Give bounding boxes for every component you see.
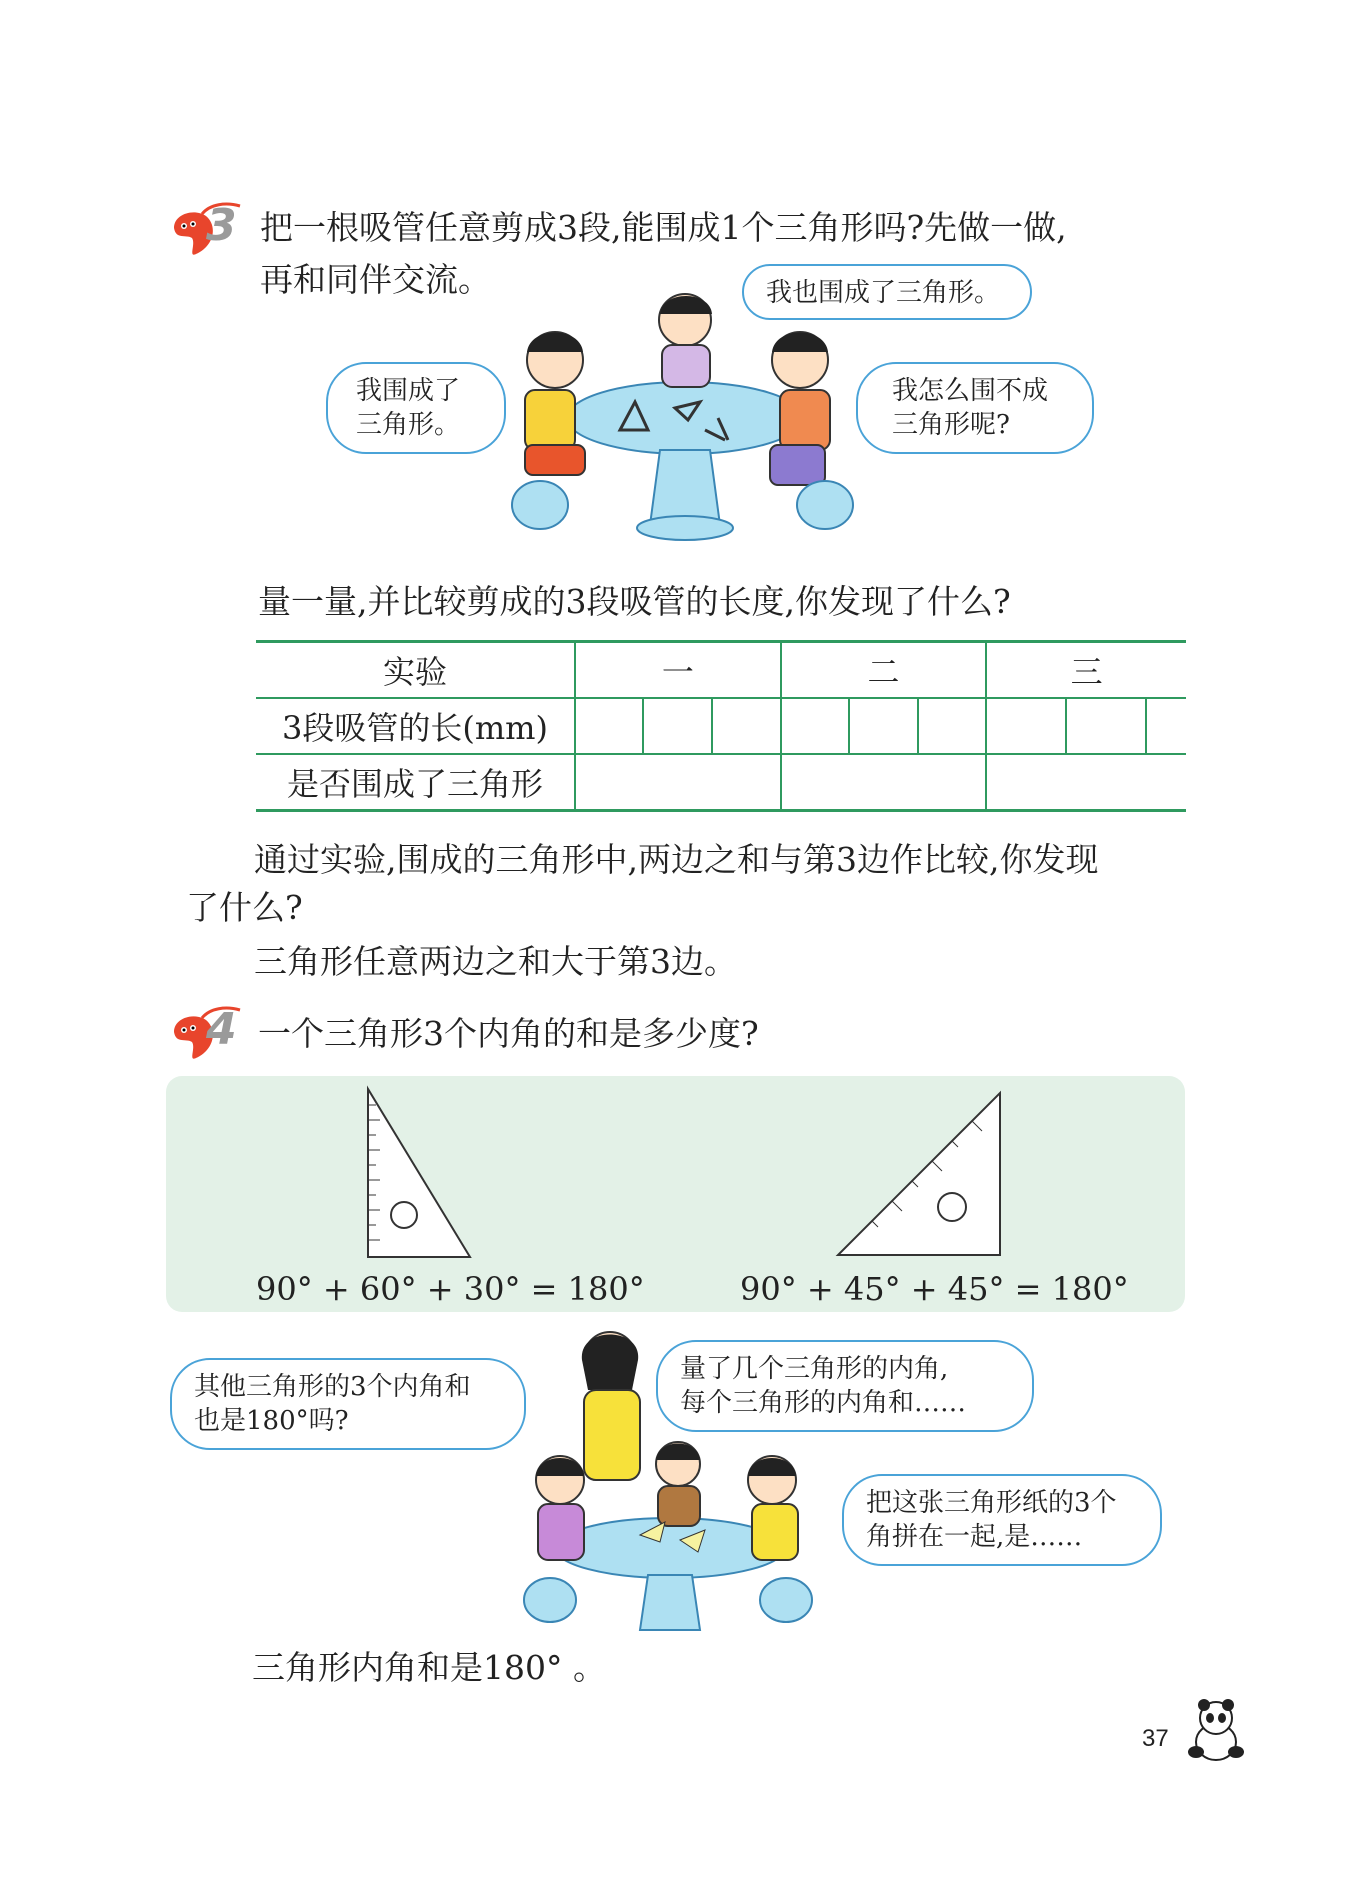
set-square-30-60-icon — [360, 1085, 480, 1265]
table-cell[interactable] — [986, 754, 1186, 811]
table-row-label: 3段吸管的长(mm) — [256, 698, 575, 754]
speech-bubble-right — [842, 1474, 1162, 1566]
angle-sum-conclusion: 三角形内角和是180° 。 — [252, 1648, 606, 1687]
page-number: 37 — [1142, 1725, 1169, 1752]
bubble-text-line1: 我怎么围不成 — [892, 376, 1049, 406]
table-row — [256, 698, 1186, 754]
bubble-text-line2: 三角形。 — [356, 410, 461, 440]
problem-3-badge — [166, 200, 250, 262]
table-cell[interactable] — [712, 698, 781, 754]
table-header-cell: 二 — [781, 642, 987, 699]
angle-sum-formula-left: 90° + 60° + 30° = 180° — [256, 1270, 645, 1308]
speech-bubble-middle — [742, 264, 1032, 320]
table-row-label: 是否围成了三角形 — [256, 754, 575, 811]
problem-3-question-line1: 把一根吸管任意剪成3段,能围成1个三角形吗?先做一做, — [260, 208, 1067, 247]
kids-table-illustration — [500, 290, 860, 550]
table-cell[interactable] — [918, 698, 987, 754]
bubble-text-line1: 量了几个三角形的内角, — [680, 1354, 949, 1384]
triangle-inequality-conclusion: 三角形任意两边之和大于第3边。 — [254, 942, 737, 981]
problem-number: 3 — [206, 200, 237, 251]
bubble-text-line2: 每个三角形的内角和…… — [680, 1388, 967, 1418]
bubble-text-line2: 角拼在一起,是…… — [866, 1522, 1083, 1552]
set-square-45-45-icon — [832, 1085, 1012, 1265]
panda-icon — [1180, 1696, 1250, 1766]
table-header-cell: 三 — [986, 642, 1186, 699]
problem-3-question-line2: 再和同伴交流。 — [260, 260, 491, 299]
table-cell[interactable] — [849, 698, 917, 754]
bubble-text: 我也围成了三角形。 — [766, 278, 1001, 308]
bubble-text-line2: 也是180°吗? — [194, 1406, 349, 1436]
angle-sum-formula-right: 90° + 45° + 45° = 180° — [740, 1270, 1129, 1308]
speech-bubble-left — [170, 1358, 526, 1450]
measure-prompt: 量一量,并比较剪成的3段吸管的长度,你发现了什么? — [258, 582, 1011, 621]
table-header-cell: 一 — [575, 642, 781, 699]
bubble-text-line1: 把这张三角形纸的3个 — [866, 1488, 1117, 1518]
table-cell[interactable] — [575, 698, 643, 754]
table-cell[interactable] — [1066, 698, 1146, 754]
speech-bubble-top — [656, 1340, 1034, 1432]
problem-4-badge — [166, 1004, 250, 1066]
bubble-text-line2: 三角形呢? — [892, 410, 1010, 440]
table-header-row — [256, 642, 1186, 699]
table-cell[interactable] — [643, 698, 711, 754]
problem-number: 4 — [206, 1004, 237, 1055]
speech-bubble-left — [326, 362, 506, 454]
discussion-line1: 通过实验,围成的三角形中,两边之和与第3边作比较,你发现 — [254, 840, 1099, 879]
table-cell[interactable] — [575, 754, 781, 811]
table-cell[interactable] — [781, 754, 987, 811]
table-row — [256, 754, 1186, 811]
discussion-line2: 了什么? — [186, 888, 303, 927]
problem-4-question: 一个三角形3个内角的和是多少度? — [258, 1014, 759, 1053]
table-cell[interactable] — [986, 698, 1066, 754]
bubble-text-line1: 我围成了 — [356, 376, 461, 406]
speech-bubble-right — [856, 362, 1094, 454]
table-cell[interactable] — [1146, 698, 1186, 754]
table-cell[interactable] — [781, 698, 849, 754]
bubble-text-line1: 其他三角形的3个内角和 — [194, 1372, 471, 1402]
table-header-cell: 实验 — [256, 642, 575, 699]
experiment-table — [256, 640, 1186, 812]
